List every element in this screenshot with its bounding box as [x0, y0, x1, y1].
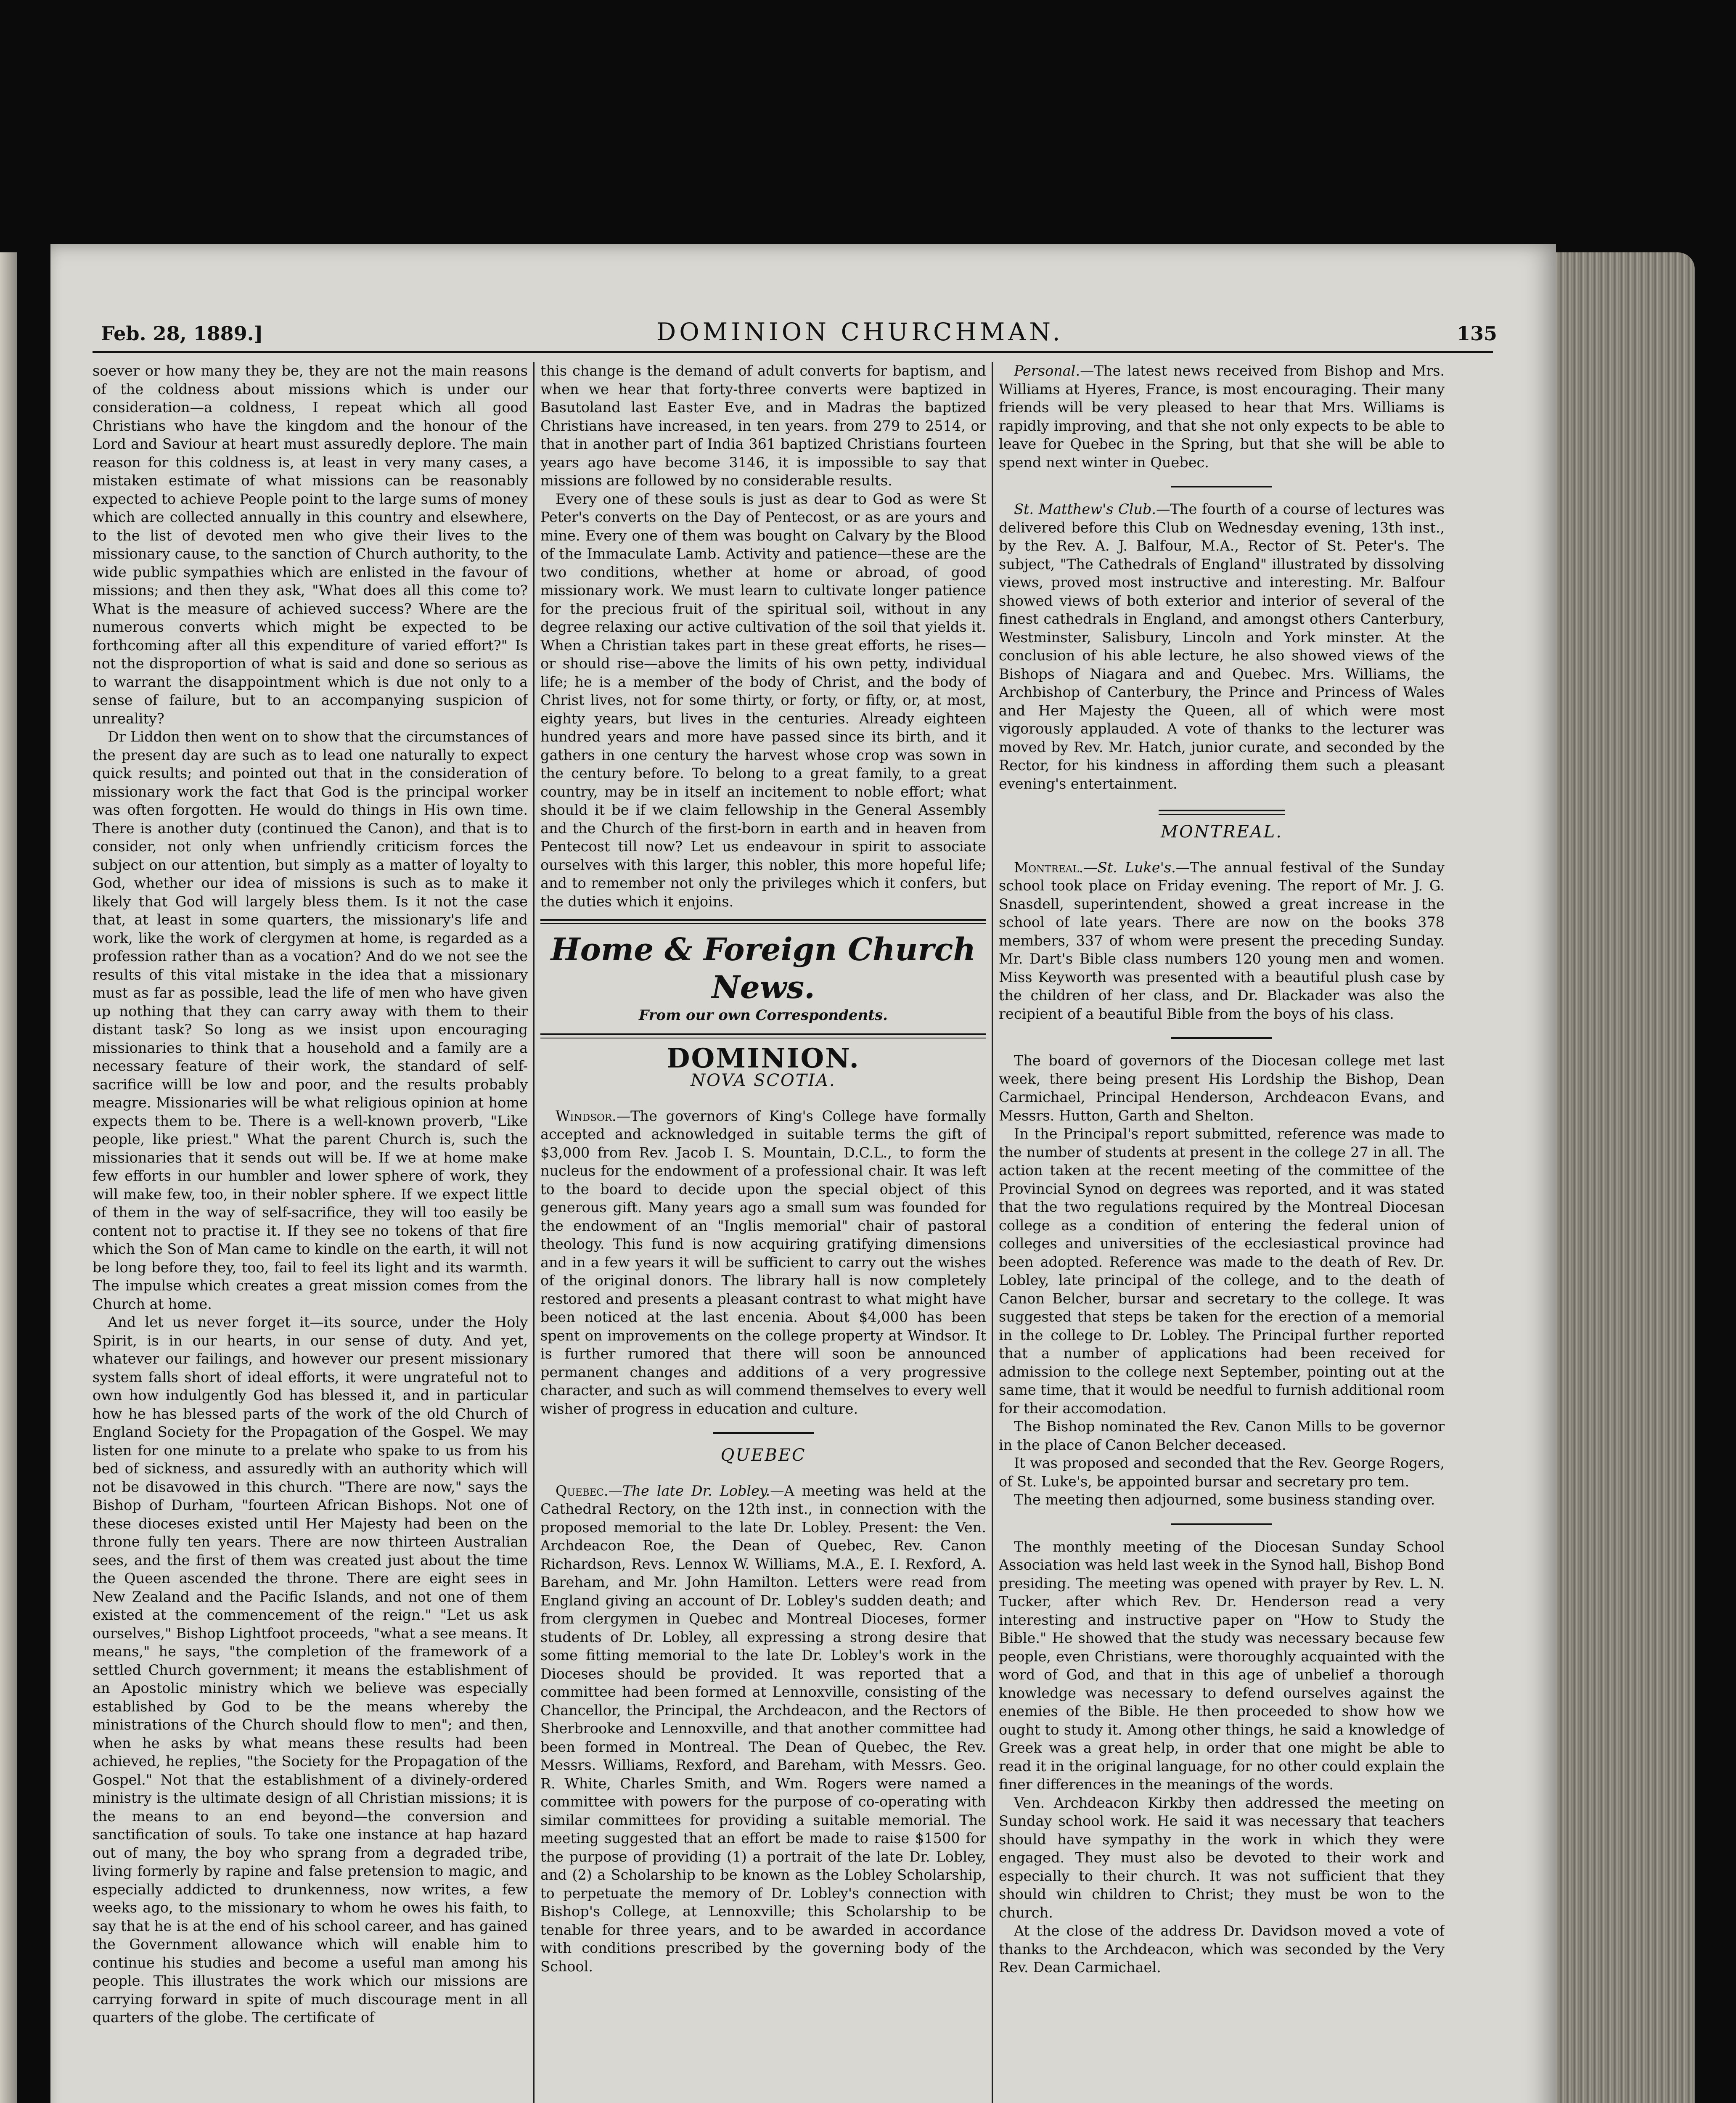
paragraph: The Bishop nominated the Rev. Canon Mills to be governor in the place of Canon Belcher deceased.: [999, 1418, 1445, 1453]
article-title: —The late Dr. Lobley.: [608, 1482, 770, 1499]
paragraph: Every one of these souls is just as dear to God as were St Peter's converts on the Day of Pentecost, or as are yours and mine. Every one of them was bought on Calvary by the Blood of the Immaculate Lamb. Activity and patience—these are the two conditions, whether at home or abroad, of good missionary work. We must learn to cultivate longer patience for the precious fruit of the spiritual soil, without in any degree relaxing our active cultivation of the soil that yields it. When a Christian takes part in these great efforts, he rises—or should rise—above the limits of his own petty, individual life; he is a member of the body of Christ, and the body of Christ lives, not for some thirty, or forty, or fifty, or, at most, eighty years, but lives in the centuries. Already eighteen hundred years and more have passed since its birth, and it gathers in one century the harvest whose crop was sown in the century before. To belong to a great family, to a great country, may be in itself an incitement to noble effort; what should it be if we claim fellowship in the General Assembly and the Church of the first-born in earth and in heaven from Pentecost till now? Let us endeavour in spirit to associate ourselves with this larger, this nobler, this more hopeful life; and to remember not only the privileges which it confers, but the duties which it enjoins.: [540, 490, 986, 910]
rule: [713, 1432, 814, 1434]
section-title-dominion: DOMINION.: [667, 1042, 860, 1074]
rule: [1171, 1037, 1272, 1039]
subsection-quebec: QUEBEC: [720, 1446, 806, 1465]
column-divider: [992, 362, 993, 2103]
paragraph: In the Principal's report submitted, reference was made to the number of students at present in the college 27 in all. The action taken at the recent meeting of the committee of the Provincial Synod on degrees was reported, and it was stated that the two regulations required by the Montreal Diocesan college as a condition of entering the federal union of colleges and universities of the ecclesiastical province had been adopted. Reference was made to the death of Rev. Dr. Lobley, late principal of the college, and to the death of Canon Belcher, bursar and secretary to the college. It was suggested that steps be taken for the erection of a memorial in the college to Dr. Lobley. The Principal further reported that a number of applications had been received for admission to the college next September, pointing out at the same time, that it would be needful to furnish additional room for their accomodation.: [999, 1126, 1445, 1417]
column-3: [999, 362, 1445, 2103]
article-text: .—The latest news received from Bishop and Mrs. Williams at Hyeres, France, is most encouraging. Their many friends will be very pleased to hear that Mrs. Williams is rapidly improving, and that she not only expects to be able to leave for Quebec in the Spring, but that she will be able to spend next winter in Quebec.: [999, 363, 1445, 471]
subsection-montreal: MONTREAL.: [1161, 822, 1283, 842]
article-text: —The governors of King's College have formally accepted and acknowledged in suitable terms the gift of $3,000 from Rev. Jacob I. S. Mountain, D.C.L., to form the nucleus for the endowment of a professional chair. It was left to the board to decide upon the special object of this generous gift. Many years ago a small sum was founded for the endowment of an "Inglis memorial" chair of pastoral theology. This fund is now acquiring gratifying dimensions and in a few years it will be sufficient to carry out the wishes of the original donors. The library hall is now completely restored and presents a pleasant contrast to what might have been noticed at the last encenia. About $4,000 has been spent on improvements on the college property at Windsor. It is further rumored that there will soon be announced permanent changes and additions of a very progressive character, and such as will commend themselves to every well wisher of progress in education and culture.: [540, 1107, 986, 1417]
section-divider: [540, 919, 986, 924]
newspaper-page: [50, 244, 1556, 2103]
section-divider: [540, 1033, 986, 1038]
column-2: [540, 362, 986, 2103]
dateline: Montreal.: [1014, 859, 1084, 876]
dateline: Windsor.: [556, 1107, 617, 1124]
book-page-edges: [1552, 252, 1695, 2103]
section-banner-subtitle: From our own Correspondents.: [639, 1007, 888, 1024]
paragraph: Ven. Archdeacon Kirkby then addressed the meeting on Sunday school work. He said it was necessary that teachers should have sympathy in the work in which they were engaged. They must also be devoted to their work and especially to their church. It was not sufficient that they should win children to Christ; they must be won to the church.: [999, 1794, 1445, 1921]
article-title: St. Matthew's Club.: [1014, 501, 1156, 517]
article-text: —A meeting was held at the Cathedral Rectory, on the 12th inst., in connection with the proposed memorial to the late Dr. Lobley. Present: the Ven. Archdeacon Roe, the Dean of Quebec, Rev. Canon Richardson, Revs. Lennox W. Williams, M.A., E. I. Rexford, A. Bareham, and Mr. John Hamilton. Letters were read from England giving an account of Dr. Lobley's sudden death; and from clergymen in Quebec and Montreal Dioceses, former students of Dr. Lobley, all expressing a strong desire that some fitting memorial to the late Dr. Lobley's work in the Dioceses should be provided. It was reported that a committee had been formed at Lennoxville, consisting of the Chancellor, the Principal, the Archdeacon, and the Rectors of Sherbrooke and Lennoxville, and that another committee had been formed in Montreal. The Dean of Quebec, the Rev. Messrs. Williams, Rexford, and Bareham, with Messrs. Geo. R. White, Charles Smith, and Wm. Rogers were named a committee with powers for the purpose of co-operating with similar committees for providing a suitable memorial. The meeting suggested that an effort be made to raise $1500 for the purpose of providing (1) a portrait of the late Dr. Lobley, and (2) a Scholarship to be known as the Lobley Scholarship, to perpetuate the memory of Dr. Lobley's connection with Bishop's College, at Lennoxville; this Scholarship to be tenable for three years, and to be awarded in accordance with conditions prescribed by the governing body of the School.: [540, 1482, 986, 1975]
paragraph: soever or how many they be, they are not the main reasons of the coldness about missions which is under our consideration—a coldness, I repeat which all good Christians who have the kingdom and the honour of the Lord and Saviour at heart must assuredly deplore. The main reason for this coldness is, at least in very many cases, a mistaken estimate of what missions can be reasonably expected to achieve People point to the large sums of money which are collected annually in this country and elsewhere, to the list of devoted men who give their lives to the missionary cause, to the sanction of Church authority, to the wide public sympathies which are enlisted in the favour of missions; and then they ask, "What does all this come to? What is the measure of achieved success? Where are the numerous converts which might be expected to be forthcoming after all this expenditure of varied effort?" Is not the disproportion of what is said and done so serious as to warrant the disappointment which is due not only to a sense of failure, but to an accompanying suspicion of unreality?: [93, 363, 528, 727]
masthead-title: DOMINION CHURCHMAN.: [656, 318, 1064, 346]
subsection-nova-scotia: NOVA SCOTIA.: [691, 1071, 836, 1090]
paragraph: this change is the demand of adult converts for baptism, and when we hear that forty-three converts were baptized in Basutoland last Easter Eve, and in Madras the baptized Christians have increased, in ten years. from 279 to 2514, or that in another part of India 361 baptized Christians fourteen years ago have become 3146, it is impossible to say that missions are followed by no considerable results.: [540, 363, 986, 489]
article-windsor: [540, 1107, 986, 1418]
paragraph: The monthly meeting of the Diocesan Sunday School Association was held last week in the Synod hall, Bishop Bond presiding. The meeting was opened with prayer by Rev. L. N. Tucker, after which Rev. Dr. Henderson read a very interesting and instructive paper on "How to Study the Bible." He showed that the study was necessary because few people, even Christians, were thoroughly acquainted with the word of God, and that in this age of unbelief a thorough knowledge was necessary to defend ourselves against the enemies of the Bible. He then proceeded to show how we ought to study it. Among other things, he said a knowledge of Greek was a great help, in order that one might be able to read it in the original language, for no other could explain the finer differences in the meanings of the words.: [999, 1538, 1445, 1793]
issue-date: Feb. 28, 1889.]: [101, 322, 263, 345]
section-divider: [1159, 810, 1285, 815]
paragraph: The meeting then adjourned, some business standing over.: [1014, 1491, 1435, 1508]
section-banner: Home & Foreign Church News.: [550, 932, 976, 1006]
rule: [1171, 486, 1272, 487]
dateline: Quebec.: [556, 1482, 609, 1499]
article-title: —St. Luke's.: [1083, 859, 1176, 876]
paragraph: At the close of the address Dr. Davidson moved a vote of thanks to the Archdeacon, which was seconded by the Very Rev. Dean Carmichael.: [999, 1923, 1445, 1976]
paragraph: And let us never forget it—its source, under the Holy Spirit, is in our hearts, in our sense of duty. And yet, whatever our failings, and however our present missionary system falls short of ideal efforts, it were ungrateful not to own how indulgently God has blessed it, and in particular how he has blessed parts of the work of the old Church of England Society for the Propagation of the Gospel. We may listen for one minute to a prelate who spake to us from his bed of sickness, and assuredly with an authority which will not be disavowed in this church. "There are now," says the Bishop of Durham, "fourteen African Bishops. Not one of these dioceses existed until Her Majesty had been on the throne fully ten years. There are now thirteen Australian sees, and the first of them was created just about the time the Queen ascended the throne. There are eight sees in New Zealand and the Pacific Islands, and not one of them existed at the commencement of the reign." "Let us ask ourselves," Bishop Lightfoot proceeds, "what a see means. It means," he says, "the completion of the framework of a settled Church government; it means the establishment of an Apostolic ministry which we believe was especially established by God to be the means whereby the ministrations of the Church should flow to men"; and then, when he asks by what means these results had been achieved, he replies, "the Society for the Propagation of the Gospel." Not that the establishment of a divinely-ordered ministry is the ultimate design of all Christian missions; it is the means to an end beyond—the conversion and sanctification of souls. To take one instance at hap hazard out of many, the boy who sprang from a degraded tribe, living formerly by rapine and false pretension to magic, and especially addicted to drunkenness, now writes, a few weeks ago, to the missionary to whom he owes his faith, to say that he is at the end of his school career, and has gained the Government allowance which will enable him to continue his studies and become a useful man among his people. This illustrates the work which our missions are carrying forward in spite of much discourage ment in all quarters of the globe. The certificate of: [93, 1314, 528, 2026]
rule: [1171, 1523, 1272, 1525]
book-left-edge: [0, 252, 17, 2103]
paragraph: The board of governors of the Diocesan college met last week, there being present His Lordship the Bishop, Dean Carmichael, Principal Henderson, Archdeacon Evans, and Messrs. Hutton, Garth and Shelton.: [999, 1052, 1445, 1124]
page-header: [101, 318, 1497, 347]
column-divider: [533, 362, 535, 2103]
article-title: Personal: [1014, 363, 1076, 379]
article-text: —The annual festival of the Sunday school took place on Friday evening. The report of Mr. J. G. Snasdell, superintendent, showed a great increase in the school of late years. There are now on the books 378 members, 337 of whom were present the preceding Sunday. Mr. Dart's Bible class numbers 120 young men and women. Miss Keyworth was presented with a beautiful plush case by the children of her class, and Dr. Blackader was also the recipient of a beautiful Bible from the boys of his class.: [999, 859, 1445, 1022]
article-personal: [999, 362, 1445, 471]
header-rule: [93, 351, 1493, 353]
article-quebec: [540, 1482, 986, 1976]
paragraph: It was proposed and seconded that the Rev. George Rogers, of St. Luke's, be appointed bursar and secretary pro tem.: [999, 1455, 1445, 1490]
page-number: 135: [1456, 322, 1497, 345]
article-club: [999, 500, 1445, 793]
article-montreal: [999, 858, 1445, 1023]
paragraph: Dr Liddon then went on to show that the circumstances of the present day are such as to lead one naturally to expect quick results; and pointed out that in the consideration of missionary work the fact that God is the principal worker was often forgotten. He would do things in His own time. There is another duty (continued the Canon), and that is to consider, not only when unfriendly criticism forces the subject on our attention, but simply as a matter of loyalty to God, whether our idea of missions is such as to make it likely that God will largely bless them. Is it not the case that, at least in some quarters, the missionary's life and work, like the work of clergymen at home, is regarded as a profession rather than as a vocation? And do we not see the results of this vital mistake in the idea that a missionary must as far as possible, lead the life of men who have given up nothing that they can carry away with them to their distant task? So long as we insist upon encouraging missionaries to think that a household and a family are a necessary feature of their work, the standard of self-sacrifice willl be low and poor, and the results probably meagre. Missionaries will be what religious opinion at home expects them to be. There is a well-known proverb, "Like people, like priest." What the parent Church is, such the missionaries that it sends out will be. If we at home make few efforts in our humbler and lower sphere of work, they will make few, too, in their nobler sphere. If we expect little of them in the way of self-sacrifice, they will too easily be content not to practise it. If they see no tokens of that fire which the Son of Man came to kindle on the earth, it will not be long before they, too, fail to feel its light and its warmth. The impulse which creates a great mission comes from the Church at home.: [93, 728, 528, 1312]
article-text: —The fourth of a course of lectures was delivered before this Club on Wednesday evening, 13th inst., by the Rev. A. J. Balfour, M.A., Rector of St. Peter's. The subject, "The Cathedrals of England" illustrated by dissolving views, proved most instructive and interesting. Mr. Balfour showed views of both exterior and interior of several of the finest cathedrals in England, and amongst others Canterbury, Westminster, Salisbury, Lincoln and York minster. At the conclusion of his able lecture, he also showed views of the Bishops of Niagara and and Quebec. Mrs. Williams, the Archbishop of Canterbury, the Prince and Princess of Wales and Her Majesty the Queen, all of which were most vigorously applauded. A vote of thanks to the lecturer was moved by Rev. Mr. Hatch, junior curate, and seconded by the Rector, for his kindness in affording them such a pleasant evening's entertainment.: [999, 501, 1445, 792]
column-1: [93, 362, 528, 2103]
